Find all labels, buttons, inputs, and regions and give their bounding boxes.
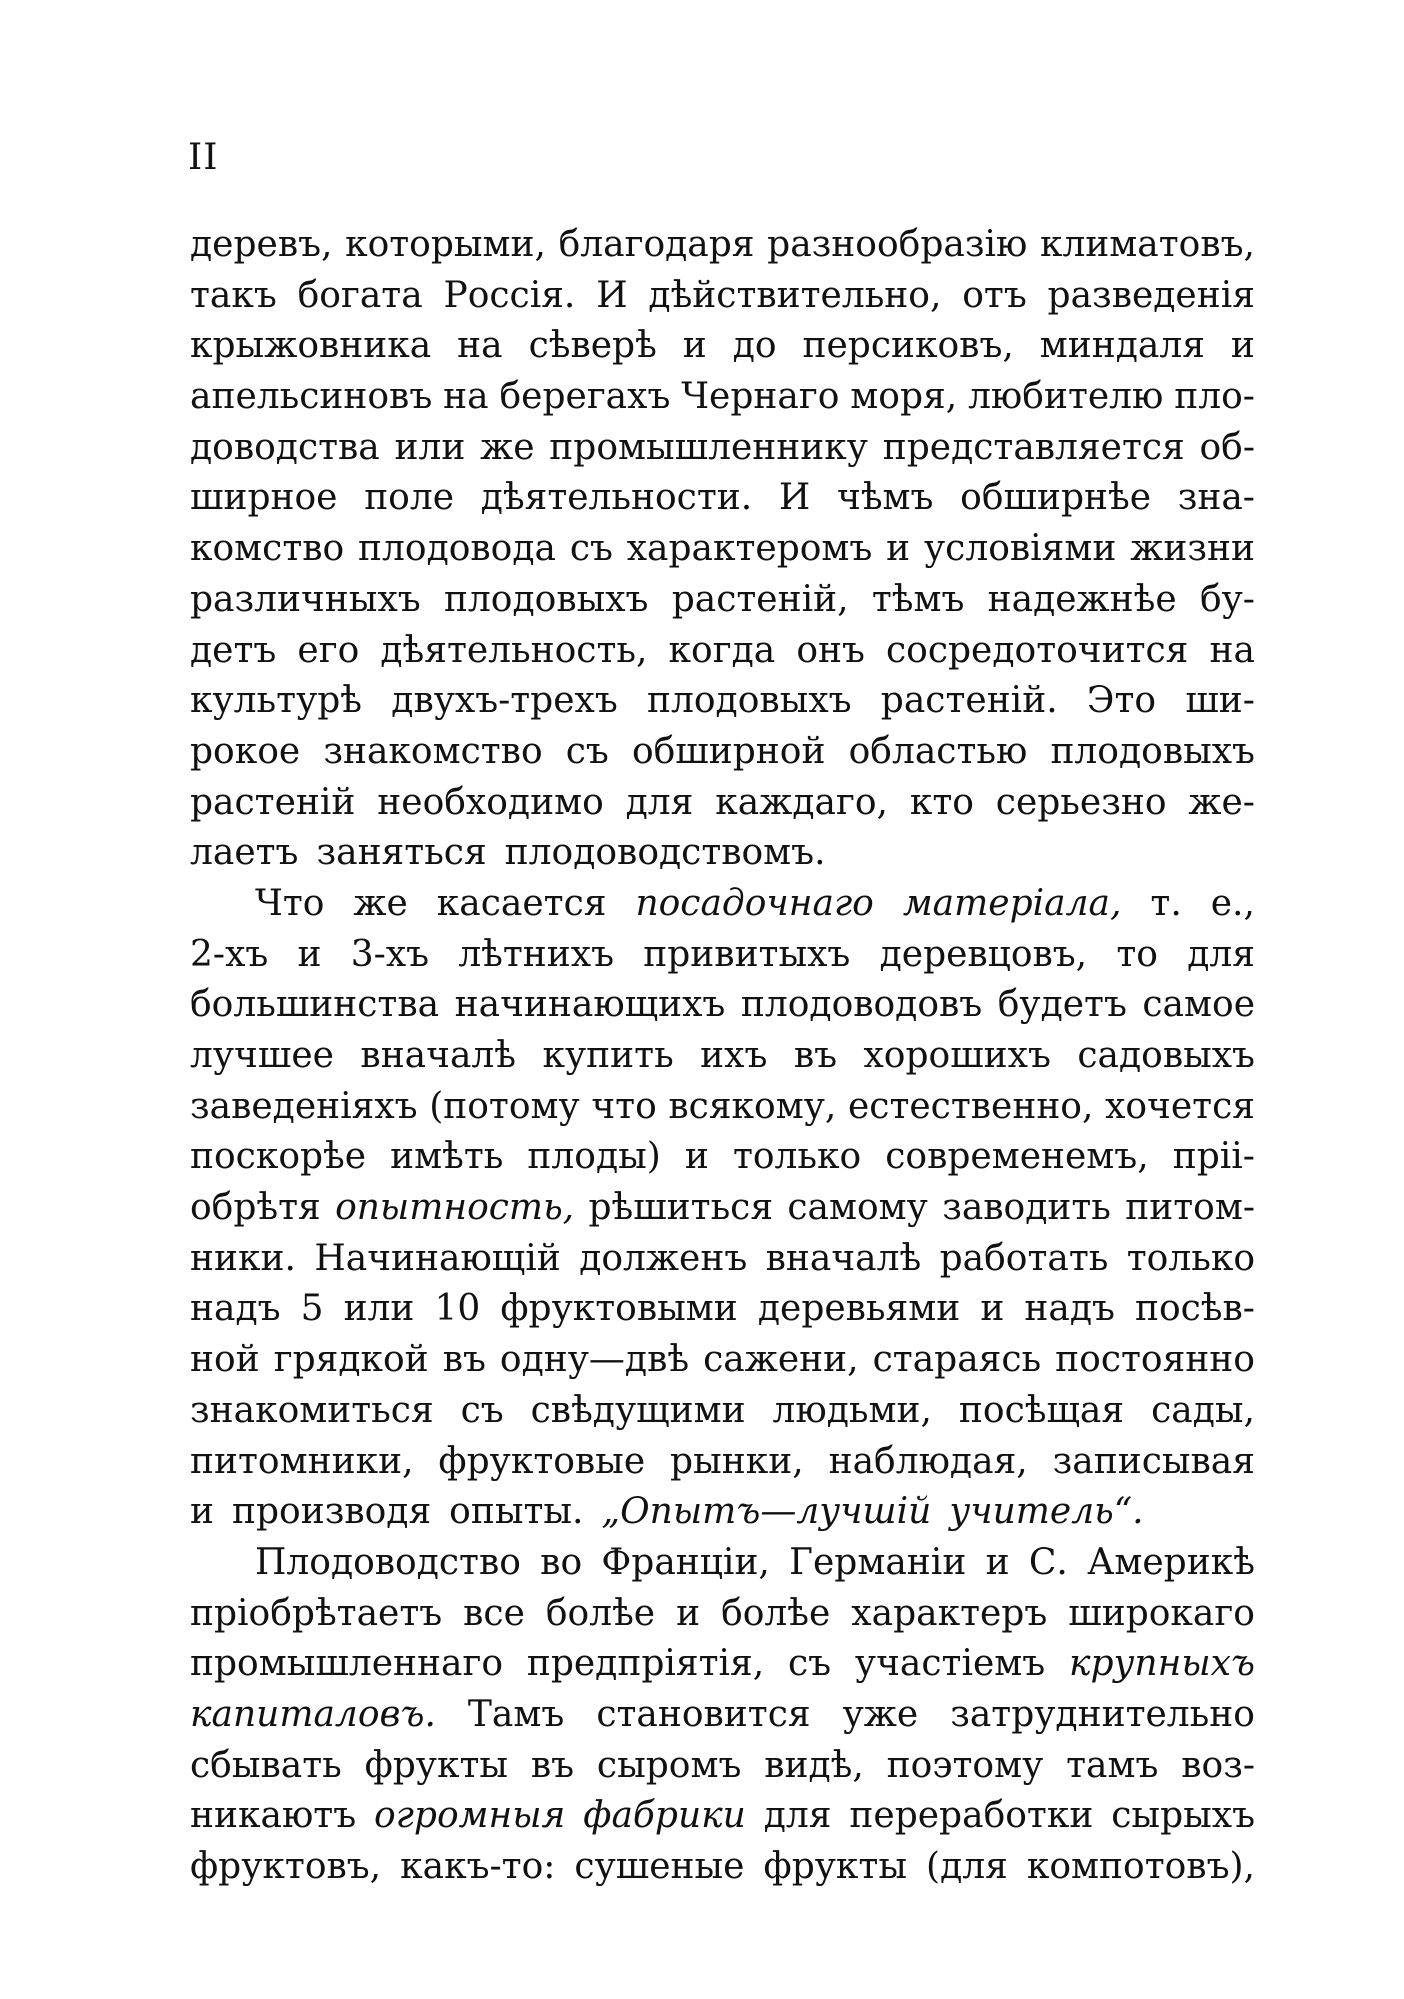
word: современемъ, <box>885 1136 1149 1178</box>
text-line <box>190 321 1255 372</box>
word: культурѣ <box>190 680 363 722</box>
word: лѣтнихъ <box>458 933 615 975</box>
word: что <box>591 1085 657 1127</box>
word: климатовъ, <box>1039 224 1255 265</box>
word: деревьями <box>757 1288 961 1330</box>
word: сады, <box>1151 1389 1255 1431</box>
word: растеній <box>190 781 356 823</box>
word: разведенія <box>1047 274 1255 316</box>
word: комство <box>190 528 345 570</box>
word: сѣверѣ <box>528 325 657 367</box>
word: Россія. <box>443 274 576 316</box>
word: 5 <box>300 1288 324 1330</box>
word: касается <box>436 882 607 924</box>
word: людьми, <box>772 1389 932 1431</box>
word: его <box>297 629 360 671</box>
word: и <box>676 1592 701 1634</box>
text-line <box>190 879 1255 930</box>
word: и <box>297 933 322 975</box>
word: (для <box>926 1846 1008 1887</box>
word: видѣ, <box>764 1744 864 1786</box>
word: сушеные <box>574 1846 745 1887</box>
word: областью <box>848 730 1028 772</box>
word: постоянно <box>1055 1339 1255 1381</box>
word: вначалѣ <box>360 1035 516 1076</box>
word: фабрики <box>583 1795 746 1837</box>
word: пло- <box>1174 376 1255 418</box>
word: только <box>732 1136 862 1178</box>
word: производя <box>232 1491 432 1533</box>
word: детъ <box>190 629 277 671</box>
word: и <box>980 1288 1005 1330</box>
text-line <box>190 626 1255 677</box>
word: Плодоводство <box>255 1541 521 1583</box>
word: 2-хъ <box>190 933 269 975</box>
word: фрукты <box>364 1744 509 1786</box>
text-line <box>190 423 1255 474</box>
word: уже <box>842 1693 919 1735</box>
word: поле <box>364 477 455 519</box>
word: заведеніяхъ <box>190 1085 418 1127</box>
word: сыромъ <box>596 1744 742 1786</box>
word: грядкой <box>273 1339 429 1381</box>
word: долженъ <box>579 1237 748 1279</box>
word: е., <box>1210 882 1255 924</box>
word: лучшее <box>190 1035 334 1076</box>
word: питомники, <box>190 1440 414 1482</box>
word: деревъ, <box>190 224 333 265</box>
word: болѣе <box>721 1592 831 1634</box>
word: сосредоточится <box>886 629 1189 671</box>
word: хочется <box>1105 1085 1255 1127</box>
word: обширной <box>631 730 826 772</box>
word: 3-хъ <box>350 933 430 975</box>
word: и <box>190 1491 214 1533</box>
word: участіемъ <box>854 1643 1046 1685</box>
word: и <box>1230 325 1255 367</box>
word: благодаря <box>558 224 755 265</box>
word: растеній. <box>880 680 1058 722</box>
word: самое <box>1142 984 1255 1026</box>
word: или <box>343 1288 415 1330</box>
word: посѣщая <box>958 1389 1125 1431</box>
word: сырыхъ <box>1111 1795 1255 1837</box>
text-line <box>190 1639 1255 1690</box>
word: плодовыхъ <box>443 578 649 620</box>
text-line <box>190 1031 1255 1082</box>
word: одну—двѣ <box>499 1339 690 1381</box>
word: какъ-то: <box>400 1846 556 1887</box>
word: только <box>1126 1237 1255 1279</box>
text-line <box>190 1487 1255 1538</box>
word: плоды) <box>527 1136 661 1178</box>
word: Германіи <box>789 1541 967 1583</box>
word: ники. <box>190 1237 296 1279</box>
word: рѣшиться <box>588 1187 774 1229</box>
text-line <box>190 1538 1255 1589</box>
word: капиталовъ. <box>190 1693 436 1735</box>
word: во <box>540 1541 583 1583</box>
word: имѣть <box>390 1136 504 1178</box>
word: промышленнику <box>549 426 868 468</box>
word: переработки <box>849 1795 1094 1837</box>
word: все <box>463 1592 525 1634</box>
word: для <box>625 781 694 823</box>
word: пріі- <box>1172 1136 1255 1178</box>
word: питом- <box>1125 1187 1255 1229</box>
word: учитель“. <box>949 1491 1144 1533</box>
word: об- <box>1199 426 1255 468</box>
text-line <box>190 828 1255 879</box>
word: разнообразію <box>767 224 1028 265</box>
word: же <box>480 426 535 468</box>
word: тѣмъ <box>871 578 965 620</box>
word: сбывать <box>190 1744 342 1786</box>
word: рокое <box>190 730 301 772</box>
word: С. <box>1028 1541 1068 1583</box>
word: плодоводовъ <box>740 984 983 1026</box>
word: крыжовника <box>190 325 432 367</box>
word: болѣе <box>545 1592 656 1634</box>
text-line <box>190 727 1255 778</box>
word: ихъ <box>700 1035 768 1076</box>
text-line <box>190 372 1255 423</box>
page-number: II <box>188 137 219 178</box>
word: на <box>1209 629 1255 671</box>
word: дѣятельности. <box>480 477 753 519</box>
word: И <box>778 477 811 519</box>
word: плодовыхъ <box>647 680 852 722</box>
word: для <box>1187 933 1255 975</box>
word: наблюдая, <box>828 1440 1028 1482</box>
word: опыты. <box>449 1491 584 1533</box>
text-line <box>190 1132 1255 1183</box>
text-line <box>190 1690 1255 1741</box>
text-line <box>190 676 1255 727</box>
word: и <box>985 1541 1010 1583</box>
text-line <box>190 1842 1255 1893</box>
text-line <box>190 524 1255 575</box>
text-line <box>190 1234 1255 1285</box>
word: Чернаго <box>681 376 840 418</box>
word: каждаго, <box>715 781 888 823</box>
word: становится <box>596 1693 811 1735</box>
word: и <box>684 1136 709 1178</box>
word: берегахъ <box>499 376 671 418</box>
text-line <box>190 1335 1255 1386</box>
word: матеріала, <box>902 882 1122 924</box>
word: Америкѣ <box>1087 1541 1255 1583</box>
word: обрѣтя <box>190 1187 321 1229</box>
word: въ <box>530 1744 575 1786</box>
word: серьезно <box>995 781 1167 823</box>
word: „Опытъ—лучшій <box>601 1491 932 1533</box>
word: затруднительно <box>950 1693 1255 1735</box>
word: отъ <box>962 274 1027 316</box>
word: двухъ-трехъ <box>391 680 618 722</box>
text-line <box>190 1741 1255 1792</box>
word: стараясь <box>872 1339 1042 1381</box>
word: никаютъ <box>190 1795 357 1837</box>
word: характеръ <box>851 1592 1048 1634</box>
word: съ <box>569 528 613 570</box>
word: вначалѣ <box>765 1237 922 1279</box>
word: большинства <box>190 984 440 1026</box>
word: рынки, <box>670 1440 804 1482</box>
word: надъ <box>1024 1288 1115 1330</box>
word: для <box>763 1795 832 1837</box>
word: будетъ <box>997 984 1127 1026</box>
word: фруктовыми <box>500 1288 738 1330</box>
text-line <box>190 473 1255 524</box>
word: или <box>394 426 466 468</box>
word: тамъ <box>1066 1744 1159 1786</box>
word: зна- <box>1177 477 1255 519</box>
word: всякому, <box>668 1085 837 1127</box>
word: деревцовъ, <box>879 933 1088 975</box>
word: же- <box>1188 781 1255 823</box>
word: надежнѣе <box>987 578 1177 620</box>
word: онъ <box>796 629 865 671</box>
word: промышленнаго <box>190 1643 503 1685</box>
word: кто <box>909 781 974 823</box>
word: дѣятельность, <box>380 629 648 671</box>
word: посадочнаго <box>635 882 874 924</box>
word: Франціи, <box>601 1541 770 1583</box>
word: то <box>1116 933 1158 975</box>
word: плодовыхъ <box>1050 730 1255 772</box>
word: которыми, <box>345 224 546 265</box>
word: широкаго <box>1068 1592 1255 1634</box>
word: начинающихъ <box>454 984 726 1026</box>
word: естественно, <box>847 1085 1094 1127</box>
word: заняться <box>316 832 487 874</box>
word: воз- <box>1181 1744 1255 1786</box>
text-line <box>190 220 1255 271</box>
word: привитыхъ <box>643 933 851 975</box>
word: т. <box>1150 882 1182 924</box>
word: съ <box>460 1389 504 1431</box>
word: плодоводствомъ. <box>504 832 826 874</box>
word: условіями <box>924 528 1117 570</box>
text-line <box>190 1284 1255 1335</box>
word: до <box>732 325 777 367</box>
word: поскорѣе <box>190 1136 367 1178</box>
word: пріобрѣтаетъ <box>190 1592 443 1634</box>
word: и <box>886 528 911 570</box>
word: доводства <box>190 426 380 468</box>
word: самому <box>787 1187 928 1229</box>
word: предпріятія, <box>526 1643 765 1685</box>
word: въ <box>442 1339 486 1381</box>
word: на <box>457 325 503 367</box>
word: ширное <box>190 477 338 519</box>
word: знакомство <box>323 730 543 772</box>
word: (потому <box>429 1085 580 1127</box>
text-line <box>190 1386 1255 1437</box>
word: и <box>682 325 707 367</box>
word: записывая <box>1052 1440 1255 1482</box>
word: фруктовые <box>438 1440 646 1482</box>
word: апельсиновъ <box>190 376 433 418</box>
word: когда <box>668 629 776 671</box>
text-line <box>190 1082 1255 1133</box>
word: обширнѣе <box>960 477 1152 519</box>
word: на <box>443 376 489 418</box>
word: огромныя <box>374 1795 566 1837</box>
word: ши- <box>1185 680 1255 722</box>
text-line <box>190 271 1255 322</box>
word: характеромъ <box>626 528 873 570</box>
word: посѣв- <box>1134 1288 1255 1330</box>
text-line <box>190 1437 1255 1488</box>
text-line <box>190 930 1255 981</box>
word: съ <box>565 730 609 772</box>
word: купить <box>542 1035 674 1076</box>
word: лаетъ <box>190 832 299 874</box>
word: Начинающій <box>314 1237 561 1279</box>
word: крупныхъ <box>1069 1643 1255 1685</box>
word: И <box>596 274 628 316</box>
word: бу- <box>1199 578 1255 620</box>
word: необходимо <box>377 781 604 823</box>
word: чѣмъ <box>837 477 934 519</box>
word: заводить <box>942 1187 1111 1229</box>
word: опытность, <box>335 1187 575 1229</box>
word: фрукты <box>763 1846 908 1887</box>
word: представляется <box>882 426 1185 468</box>
word: свѣдущими <box>530 1389 746 1431</box>
word: знакомиться <box>190 1389 434 1431</box>
text-line <box>190 980 1255 1031</box>
text-line <box>190 778 1255 829</box>
word: 10 <box>434 1288 481 1330</box>
word: въ <box>793 1035 838 1076</box>
word: дѣйствительно, <box>648 274 942 316</box>
word: работать <box>939 1237 1109 1279</box>
word: фруктовъ, <box>190 1846 382 1887</box>
word: садовыхъ <box>1077 1035 1255 1076</box>
body-text <box>190 220 1255 1893</box>
word: плодовода <box>358 528 556 570</box>
word: жизни <box>1130 528 1255 570</box>
word: компотовъ), <box>1026 1846 1255 1887</box>
word: съ <box>788 1643 832 1685</box>
text-line <box>190 1183 1255 1234</box>
word: различныхъ <box>190 578 421 620</box>
word: богата <box>297 274 423 316</box>
word: Что <box>255 882 325 924</box>
word: растеній, <box>671 578 849 620</box>
word: персиковъ, <box>802 325 1014 367</box>
text-line <box>190 575 1255 626</box>
word: Это <box>1086 680 1157 722</box>
word: Тамъ <box>467 1693 565 1735</box>
word: любителю <box>968 376 1164 418</box>
word: же <box>353 882 408 924</box>
word: поэтому <box>886 1744 1044 1786</box>
text-line <box>190 1589 1255 1640</box>
word: такъ <box>190 274 277 316</box>
word: надъ <box>190 1288 281 1330</box>
word: моря, <box>850 376 958 418</box>
word: сажени, <box>703 1339 859 1381</box>
word: хорошихъ <box>863 1035 1051 1076</box>
word: миндаля <box>1039 325 1205 367</box>
word: ной <box>190 1339 260 1381</box>
text-line <box>190 1791 1255 1842</box>
